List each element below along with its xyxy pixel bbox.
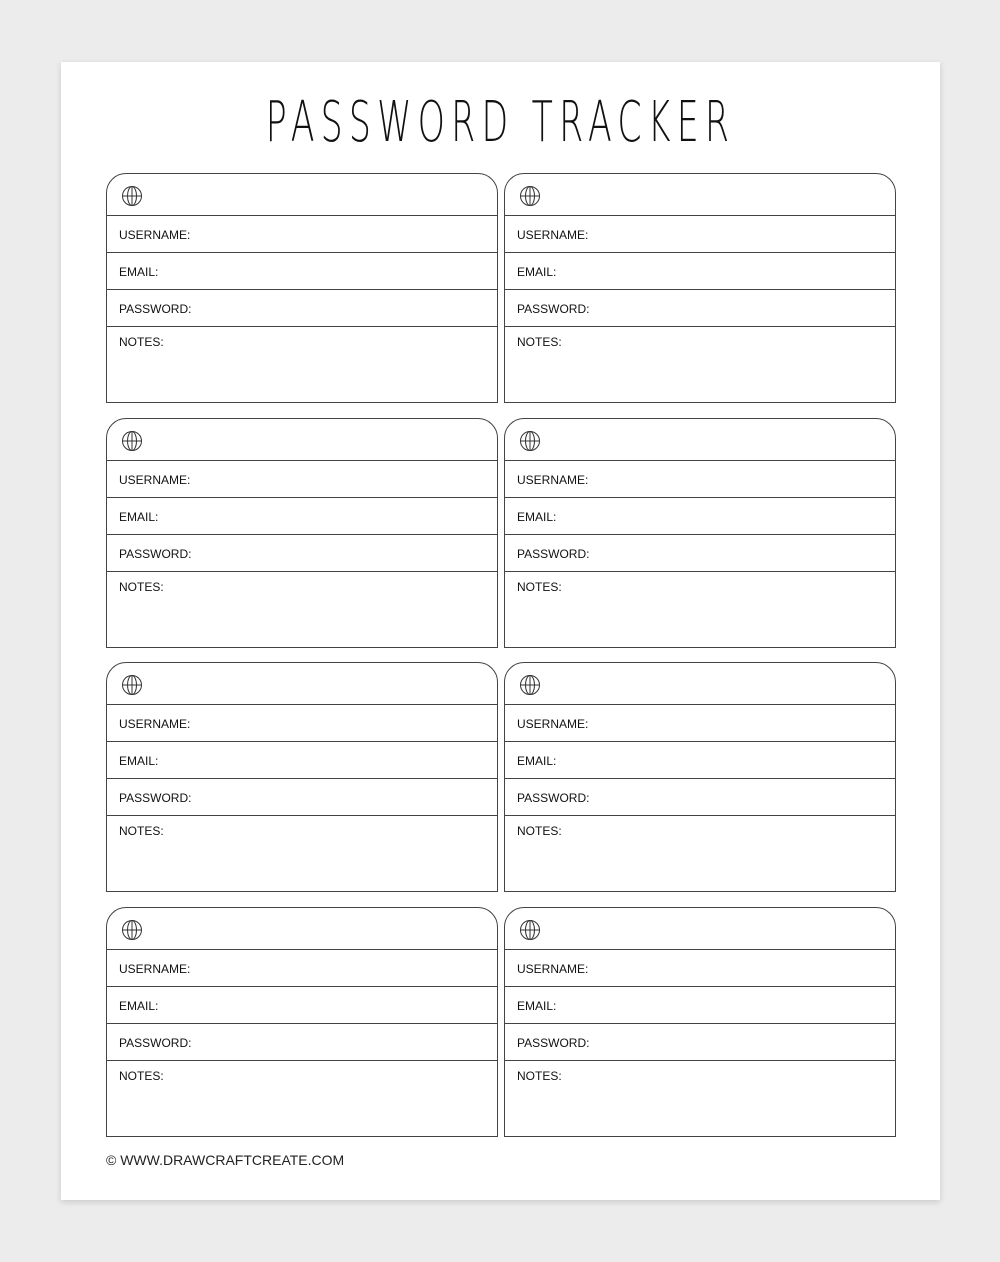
website-field[interactable] [505,174,895,216]
website-field[interactable] [505,419,895,461]
username-label: USERNAME: [119,961,191,976]
username-label: USERNAME: [517,717,589,731]
website-field[interactable] [107,908,497,950]
password-field[interactable] [107,535,497,572]
globe-icon [519,430,541,452]
notes-field[interactable] [505,1061,895,1083]
notes-field[interactable] [505,572,895,594]
email-label: EMAIL: [517,509,557,524]
website-field[interactable] [107,419,497,461]
globe-icon [519,674,541,696]
email-label: EMAIL: [119,265,159,279]
email-field[interactable] [505,987,895,1024]
email-field[interactable] [505,253,895,290]
password-field[interactable] [505,779,895,816]
password-field[interactable] [505,290,895,327]
password-card [106,662,498,892]
username-field[interactable] [505,216,895,253]
username-field[interactable] [107,216,497,253]
email-field[interactable] [505,742,895,779]
printable-page [61,62,940,1200]
password-label: PASSWORD: [517,546,590,561]
notes-field[interactable] [107,816,497,838]
password-label: PASSWORD: [119,546,192,561]
username-field[interactable] [505,461,895,498]
globe-icon [121,185,143,207]
email-field[interactable] [107,498,497,535]
password-label: PASSWORD: [119,1035,192,1050]
email-label: EMAIL: [517,998,557,1013]
username-label: USERNAME: [517,961,589,976]
username-field[interactable] [505,950,895,987]
notes-label: NOTES: [119,335,164,349]
username-field[interactable] [505,705,895,742]
email-field[interactable] [107,742,497,779]
username-label: USERNAME: [517,228,589,242]
password-card [106,173,498,403]
username-field[interactable] [107,950,497,987]
website-field[interactable] [107,663,497,705]
email-label: EMAIL: [119,754,159,768]
email-label: EMAIL: [119,509,159,524]
notes-field[interactable] [505,327,895,349]
username-label: USERNAME: [517,472,589,487]
globe-icon [121,674,143,696]
password-field[interactable] [107,1024,497,1061]
username-label: USERNAME: [119,472,191,487]
globe-icon [519,919,541,941]
notes-label: NOTES: [119,824,164,838]
password-card [504,907,896,1137]
password-label: PASSWORD: [517,791,590,805]
password-card [504,418,896,648]
username-field[interactable] [107,461,497,498]
username-field[interactable] [107,705,497,742]
password-label: PASSWORD: [517,302,590,316]
website-field[interactable] [505,663,895,705]
username-label: USERNAME: [119,717,191,731]
notes-field[interactable] [107,1061,497,1083]
email-field[interactable] [107,987,497,1024]
password-field[interactable] [107,290,497,327]
password-label: PASSWORD: [119,302,192,316]
password-label: PASSWORD: [517,1035,590,1050]
email-field[interactable] [505,498,895,535]
notes-field[interactable] [107,327,497,349]
notes-label: NOTES: [119,579,164,594]
email-label: EMAIL: [119,998,159,1013]
notes-field[interactable] [107,572,497,594]
notes-label: NOTES: [517,579,562,594]
website-field[interactable] [107,174,497,216]
website-field[interactable] [505,908,895,950]
notes-label: NOTES: [119,1068,164,1083]
globe-icon [121,430,143,452]
password-label: PASSWORD: [119,791,192,805]
copyright-footer: © WWW.DRAWCRAFTCREATE.COM [106,1152,345,1168]
password-card [504,173,896,403]
notes-label: NOTES: [517,335,562,349]
notes-label: NOTES: [517,824,562,838]
password-field[interactable] [107,779,497,816]
globe-icon [121,919,143,941]
password-field[interactable] [505,535,895,572]
password-field[interactable] [505,1024,895,1061]
email-label: EMAIL: [517,754,557,768]
email-label: EMAIL: [517,265,557,279]
password-card [106,418,498,648]
username-label: USERNAME: [119,228,191,242]
password-card [504,662,896,892]
notes-label: NOTES: [517,1068,562,1083]
notes-field[interactable] [505,816,895,838]
page-title: PASSWORD TRACKER [265,90,736,155]
globe-icon [519,185,541,207]
email-field[interactable] [107,253,497,290]
password-card [106,907,498,1137]
